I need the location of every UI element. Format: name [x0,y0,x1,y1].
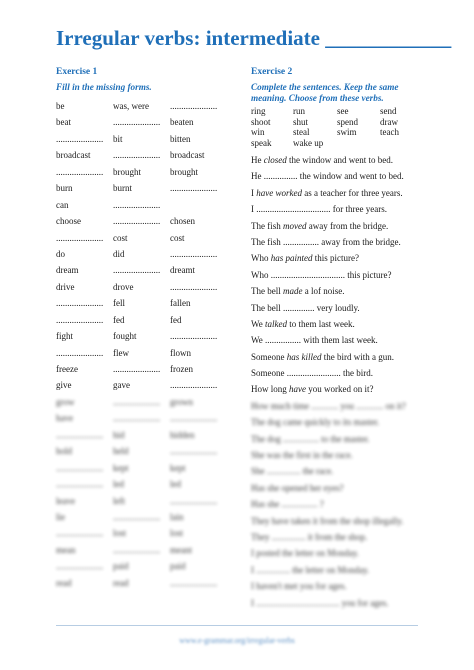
sentence [251,221,451,237]
sentence-text: The bell .............. very loudly. [251,302,360,313]
verb-form: cost [113,232,128,243]
verb-form: dream [56,265,79,276]
sentence-emphasis: moved [283,220,307,231]
sentence: I haven't met you for ages. [251,581,347,592]
answer-blank[interactable]: ..................... [113,150,161,161]
sentence-text: I [251,187,257,198]
exercise1-heading: Exercise 1 [56,67,98,77]
sentence [251,319,451,335]
answer-blank[interactable]: ..................... [113,396,161,407]
sentence-text: He [251,155,264,165]
verb-form: paid [170,561,186,572]
word-bank-item: shut [293,116,309,127]
answer-blank[interactable]: ..................... [113,511,161,522]
word-bank-item: speak [251,137,272,148]
verb-form: drove [113,281,134,292]
verb-form: gave [113,380,130,391]
sentence-text: How long [251,384,289,395]
verb-form: bitten [170,133,191,144]
answer-blank[interactable]: ..................... [56,429,104,440]
verb-row [56,413,236,429]
sentence: They ............... it from the shop. [251,531,368,542]
verb-form: fed [113,314,125,325]
verb-form: mean [56,544,76,555]
verb-row [56,331,236,347]
verb-row [56,101,236,117]
verb-row [56,265,236,281]
exercise2-instruction [251,82,399,104]
verb-form: read [56,577,72,588]
verb-form: broadcast [56,150,91,161]
word-bank-row [251,117,431,128]
answer-blank[interactable]: ..................... [170,248,218,259]
word-bank [251,106,431,148]
verb-form: have [56,413,73,424]
verb-row [56,364,236,380]
answer-blank[interactable]: ..................... [170,281,218,292]
footer-divider [56,625,418,626]
verb-form: hidden [170,429,195,440]
exercise2-instruction-line2: meaning. Choose from these verbs. [251,93,384,103]
sentence [251,286,451,302]
sentence-emphasis: have worked [256,187,302,198]
sentence-text: a lof noise. [302,286,345,297]
answer-blank[interactable]: ..................... [56,232,104,243]
verb-form: fight [56,331,73,342]
sentence: How much time ............ you ............ on it? [251,400,406,411]
answer-blank[interactable]: ..................... [56,166,104,177]
sentence-text: We ................ with them last week. [251,335,378,346]
verb-form: fought [113,331,137,342]
sentence-emphasis: made [283,286,303,297]
verb-row [56,512,236,528]
sentence-text: away from the bridge. [306,220,389,231]
answer-blank[interactable]: ..................... [56,528,104,539]
verb-form: fallen [170,298,191,309]
sentence-text: I ................................. for three years. [251,204,387,215]
verb-row [56,446,236,462]
verb-row [56,528,236,544]
sentence [251,253,451,269]
verb-row [56,282,236,298]
verb-form: left [113,495,125,506]
verb-row [56,150,236,166]
verb-form: flew [113,347,129,358]
verb-form: beat [56,117,71,128]
verb-row [56,496,236,512]
verb-form: meant [170,544,192,555]
sentence-text: you worked on it? [306,384,374,395]
sentence: She ............... the race. [251,466,334,477]
verb-row [56,578,236,594]
verb-form: beaten [170,117,194,128]
word-bank-row [251,106,431,117]
answer-blank[interactable]: ..................... [170,446,218,457]
sentence: She was the first in the race. [251,450,353,461]
verb-form: hold [56,446,73,457]
verb-row [56,216,236,232]
sentence-text: to them last week. [287,318,355,329]
verb-form: leave [56,495,75,506]
word-bank-item: shoot [251,116,271,127]
sentence [251,237,451,253]
answer-blank[interactable]: ..................... [56,298,104,309]
answer-blank[interactable]: ..................... [56,314,104,325]
sentence [251,270,451,286]
verb-form: lost [170,528,184,539]
answer-blank[interactable]: ..................... [170,101,218,111]
sentence-text: The fish [251,220,283,231]
word-bank-item: send [380,106,397,116]
verb-form: burn [56,183,73,194]
word-bank-item: see [337,106,349,116]
verb-form: flown [170,347,191,358]
exercise1-instruction: Fill in the missing forms. [56,82,152,92]
word-bank-item: draw [380,116,398,127]
verb-form: brought [113,166,141,177]
sentence-text: Someone [251,351,287,362]
verb-row [56,183,236,199]
verb-form: kept [170,462,186,473]
verb-row [56,348,236,364]
verb-form: bit [113,133,123,144]
answer-blank[interactable]: ..................... [113,117,161,128]
verb-form: chosen [170,216,195,227]
verb-form: led [113,479,124,490]
verb-form: frozen [170,364,193,374]
verb-form: lain [170,511,184,522]
sentence-text: Someone ........................ the bird. [251,368,373,379]
verb-form: dreamt [170,265,195,276]
word-bank-item: ring [251,106,266,116]
sentence-emphasis: has painted [270,253,313,264]
exercise2-instruction-line1: Complete the sentences. Keep the same [251,82,399,92]
verb-form: freeze [56,364,78,374]
answer-blank[interactable]: ..................... [113,199,161,210]
page-title: Irregular verbs: intermediate ____________ [56,26,452,50]
verb-row [56,380,236,396]
sentence [251,155,451,171]
verb-form: read [113,577,129,588]
sentence-text: He ............... the window and went to bed. [251,171,404,182]
answer-blank[interactable]: ..................... [56,479,104,490]
sentence [251,204,451,220]
sentence [251,335,451,351]
verb-row [56,233,236,249]
exercise2-heading: Exercise 2 [251,67,293,77]
verb-form: paid [113,561,129,572]
sentence-text: The fish ................ away from the bridge. [251,236,401,247]
sentence: I ..................................... you for ages. [251,597,389,608]
footer-url[interactable]: www.e-grammar.org/irregular-verbs [179,636,295,645]
verb-form: brought [170,166,198,177]
verb-form: fell [113,298,125,309]
verb-row [56,167,236,183]
answer-blank[interactable]: ..................... [113,216,161,227]
sentence-emphasis: closed [263,155,287,165]
answer-blank[interactable]: ..................... [56,133,104,144]
verb-form: kept [113,462,129,473]
sentence [251,368,451,384]
word-bank-row [251,138,431,149]
verb-row [56,200,236,216]
verb-form: grown [170,396,193,407]
verb-form: burnt [113,183,132,194]
verb-row [56,479,236,495]
answer-blank[interactable]: ..................... [113,544,161,555]
answer-blank[interactable]: ..................... [113,265,161,276]
word-bank-item: teach [380,127,399,137]
answer-blank[interactable]: ..................... [170,331,218,342]
sentence: Has she ................ ? [251,499,324,510]
sentence-text: this picture? [312,253,359,264]
sentence-text: the bird with a gun. [321,351,394,362]
verb-form: do [56,248,65,259]
sentence: I ............... the letter on Monday. [251,564,370,575]
verb-form: fed [170,314,182,325]
verb-row [56,134,236,150]
sentence [251,303,451,319]
sentence: They have taken it from the shop illegally. [251,515,404,526]
word-bank-item: swim [337,127,357,137]
answer-blank[interactable]: ..................... [170,495,218,506]
sentence-text: We [251,318,266,329]
answer-blank[interactable]: ..................... [170,413,218,424]
sentence: I posted the letter on Monday. [251,548,359,559]
sentence-text: Who ................................. this picture? [251,269,392,280]
answer-blank[interactable]: ..................... [170,577,218,588]
verb-form: was, were [113,101,149,111]
verb-form: cost [170,232,185,243]
word-bank-item: win [251,127,265,137]
sentence-emphasis: have [289,384,306,395]
verb-forms-table [56,101,236,594]
word-bank-item: run [293,106,305,116]
word-bank-row [251,127,431,138]
verb-form: choose [56,216,81,227]
verb-form: give [56,380,72,391]
verb-row [56,463,236,479]
sentence-emphasis: has killed [286,351,322,362]
sentence [251,384,451,400]
verb-row [56,117,236,133]
verb-row [56,298,236,314]
verb-form: lie [56,511,65,522]
verb-form: hid [113,429,125,440]
word-bank-item: steal [293,127,310,137]
sentence: The dog ................ to the master. [251,433,370,444]
verb-row [56,545,236,561]
sentence-emphasis: talked [265,318,288,329]
word-bank-item: wake up [293,137,324,148]
answer-blank[interactable]: ..................... [56,347,104,358]
sentence [251,352,451,368]
answer-blank[interactable]: ..................... [113,364,161,374]
word-bank-item: spend [337,116,358,127]
sentence-text: The bell [251,286,283,297]
verb-row [56,315,236,331]
answer-blank[interactable]: ..................... [170,183,218,194]
verb-row [56,249,236,265]
sentence: Has she opened her eyes? [251,482,344,493]
sentence [251,171,451,187]
verb-form: can [56,199,69,210]
verb-form: led [170,479,181,490]
sentence-text: the window and went to bed. [286,155,393,165]
answer-blank[interactable]: ..................... [170,380,218,391]
verb-row [56,397,236,413]
verb-form: lost [113,528,127,539]
sentence: The dog came quickly to its master. [251,417,380,428]
verb-row [56,561,236,577]
verb-row [56,430,236,446]
sentence-list [251,155,451,614]
answer-blank[interactable]: ..................... [113,413,161,424]
verb-form: grow [56,396,75,407]
sentence-text: Who [251,253,271,264]
answer-blank[interactable]: ..................... [56,462,104,473]
verb-form: did [113,248,125,259]
sentence [251,188,451,204]
verb-form: held [113,446,129,457]
answer-blank[interactable]: ..................... [56,561,104,572]
verb-form: be [56,101,65,111]
verb-form: drive [56,281,75,292]
verb-form: broadcast [170,150,205,161]
sentence-text: as a teacher for three years. [301,187,403,198]
